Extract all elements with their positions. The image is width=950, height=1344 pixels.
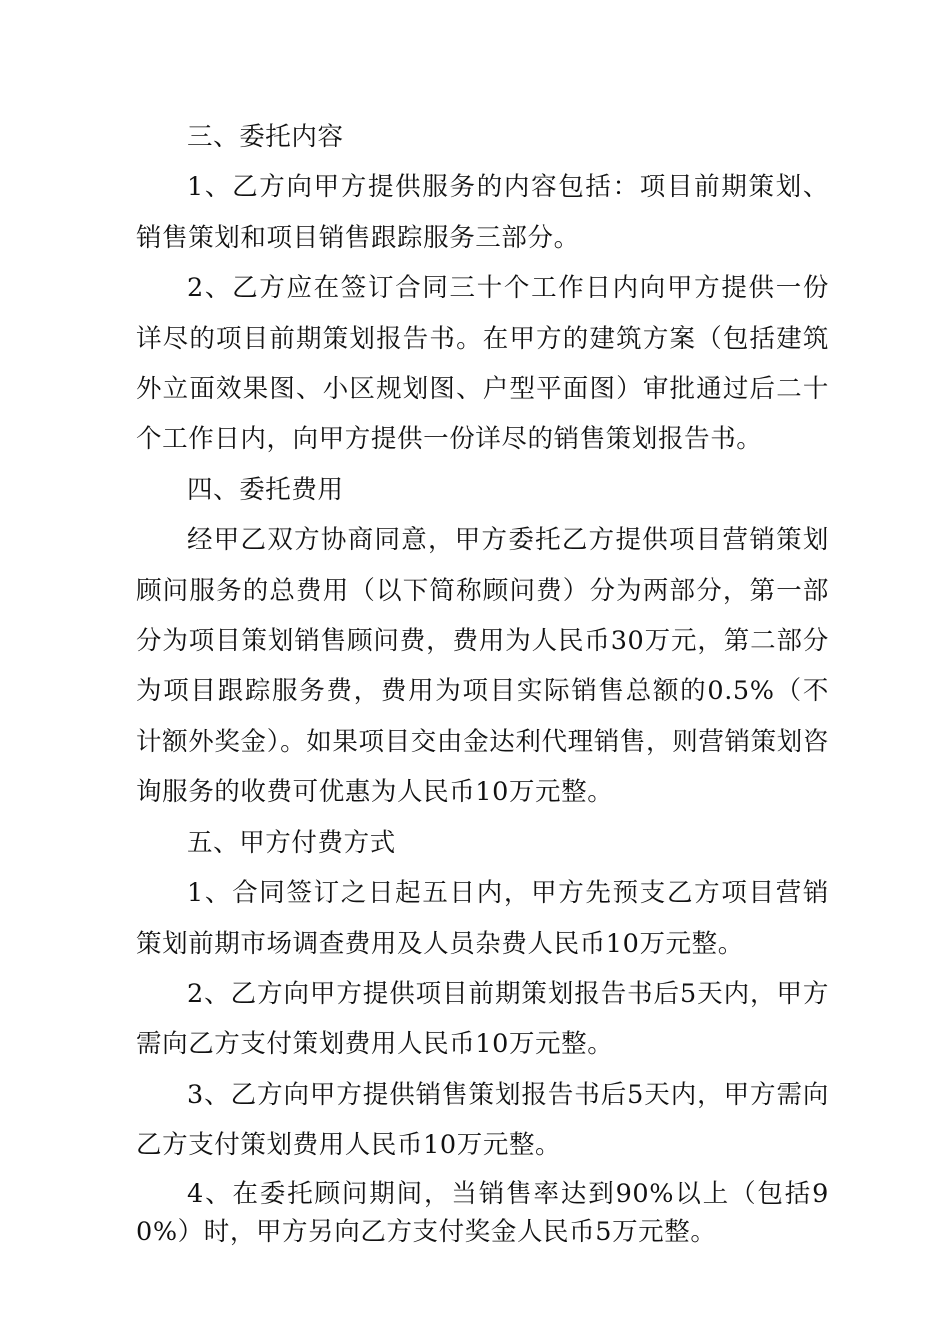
section-heading-commission-fee: 四、委托费用 [187,474,344,505]
section-heading-commission-content: 三、委托内容 [187,122,344,152]
section-heading-payment-method: 五、甲方付费方式 [187,827,396,858]
paragraph-service-scope: 1、乙方向甲方提供服务的内容包括：项目前期策划、销售策划和项目销售跟踪服务三部分。 [136,172,829,253]
paragraph-payment-1: 1、合同签订之日起五日内，甲方先预支乙方项目营销策划前期市场调查费用及人员杂费人民币10万元整。 [136,878,829,959]
paragraph-payment-3: 3、乙方向甲方提供销售策划报告书后5天内，甲方需向乙方支付策划费用人民币10万元整。 [136,1079,829,1161]
paragraph-fee-details: 经甲乙双方协商同意，甲方委托乙方提供项目营销策划顾问服务的总费用（以下简称顾问费）分为两部分，第一部分为项目策划销售顾问费，费用为人民币30万元，第二部分为项目跟踪服务费，费用为项目实际销售总额的0.5%（不计额外奖金）。如果项目交由金达利代理销售，则营销策划咨询服务的收费可优惠为人民币10万元整。 [136,525,829,808]
paragraph-payment-4: 4、在委托顾问期间，当销售率达到90%以上（包括90%）时，甲方另向乙方支付奖金人民币5万元整。 [136,1178,829,1247]
document-body [136,112,829,1251]
paragraph-report-deadline: 2、乙方应在签订合同三十个工作日内向甲方提供一份详尽的项目前期策划报告书。在甲方的建筑方案（包括建筑外立面效果图、小区规划图、户型平面图）审批通过后二十个工作日内，向甲方提供一份详尽的销售策划报告书。 [136,273,829,455]
paragraph-payment-2: 2、乙方向甲方提供项目前期策划报告书后5天内，甲方需向乙方支付策划费用人民币10万元整。 [136,978,829,1060]
